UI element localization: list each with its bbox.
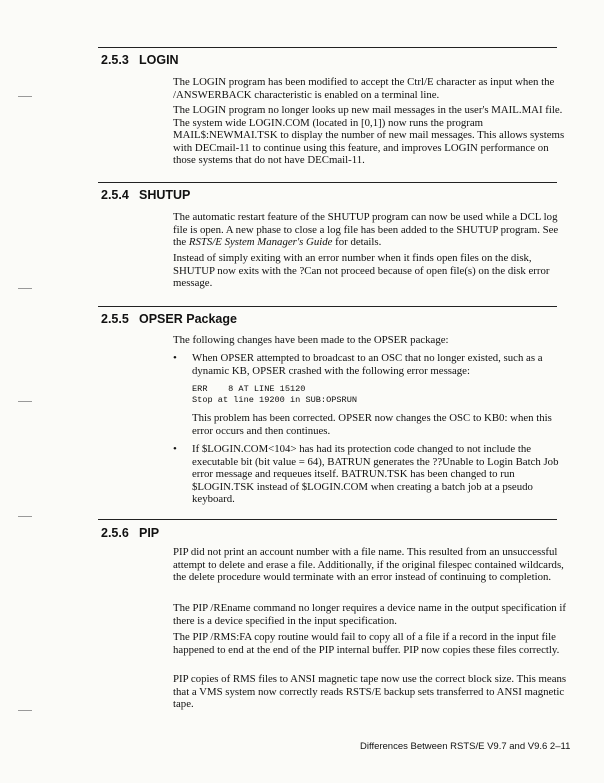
margin-mark [18, 96, 32, 97]
section-heading [101, 53, 179, 67]
list-item: If $LOGIN.COM<104> has had its protection code changed to not include the executable bit (bit value = 64), BATRUN generates the ??Unable to Login Batch Job error message and requeues itself. BATRUN.TSK has been changed to run $LOGIN.TSK instead of $LOGIN.COM when creating a batch job at a pseudo keyboard. [192, 443, 559, 505]
section-heading [101, 312, 237, 326]
section-title: LOGIN [139, 53, 179, 67]
margin-mark [18, 710, 32, 711]
page-footer: Differences Between RSTS/E V9.7 and V9.6 2–11 [360, 741, 571, 752]
margin-mark [18, 516, 32, 517]
section-rule [98, 47, 557, 48]
paragraph: The following changes have been made to the OPSER package: [173, 334, 449, 346]
paragraph: PIP did not print an account number with a file name. This resulted from an unsuccessful attempt to delete and erase a file. Additionally, if the original filespec contained wildcards, the delete procedure would terminate with an error instead of continuing to completion. [173, 546, 564, 583]
paragraph: The PIP /RMS:FA copy routine would fail to copy all of a file if a record in the input file happened to end at the end of the PIP internal buffer. PIP now copies these files correctly. [173, 631, 560, 656]
section-number: 2.5.4 [101, 188, 129, 202]
paragraph-text: The automatic restart feature of the SHUTUP program can now be used while a DCL log file is open. A new phase to close a log file has been added to the SHUTUP program. See the [173, 211, 559, 248]
margin-mark [18, 401, 32, 402]
paragraph: The LOGIN program no longer looks up new mail messages in the user's MAIL.MAI file. The system wide LOGIN.COM (located in [0,1]) now runs the program MAIL$:NEWMAI.TSK to display the number of new mail messages. This allows systems with DECmail-11 to continue using this feature, and improves LOGIN performance on those systems that do not have DECmail-11. [173, 104, 565, 166]
paragraph [173, 211, 568, 249]
list-item: When OPSER attempted to broadcast to an OSC that no longer existed, such as a dynamic KB, OPSER crashed with the following error message: [192, 352, 543, 377]
section-heading [101, 526, 159, 540]
section-title: PIP [139, 526, 160, 540]
margin-mark [18, 288, 32, 289]
code-line: Stop at line 19200 in SUB:OPSRUN [192, 395, 358, 405]
section-number: 2.5.6 [101, 526, 129, 540]
section-rule [98, 306, 557, 307]
section-title: SHUTUP [139, 188, 191, 202]
manual-title: RSTS/E System Manager's Guide [188, 236, 333, 248]
paragraph: PIP copies of RMS files to ANSI magnetic tape now use the correct block size. This means that a VMS system now correctly reads RSTS/E backup sets transferred to ANSI magnetic tape. [173, 673, 567, 710]
list-item-continuation: This problem has been corrected. OPSER now changes the OSC to KB0: when this error occurs and then continues. [192, 412, 552, 437]
section-title: OPSER Package [139, 312, 237, 326]
bullet-marker: • [173, 443, 177, 455]
paragraph: The PIP /REname command no longer requires a device name in the output specification if there is a device specified in the input specification. [173, 602, 566, 627]
bullet-marker: • [173, 352, 177, 364]
code-line: ERR 8 AT LINE 15120 [192, 384, 306, 394]
paragraph: Instead of simply exiting with an error number when it finds open files on the disk, SHUTUP now exits with the ?Can not proceed because of open file(s) on the disk error message. [173, 252, 550, 289]
section-number: 2.5.5 [101, 312, 129, 326]
section-rule [98, 182, 557, 183]
section-heading [101, 188, 190, 202]
section-rule [98, 519, 557, 520]
paragraph-text: for details. [332, 236, 382, 248]
section-number: 2.5.3 [101, 53, 129, 67]
paragraph: The LOGIN program has been modified to accept the Ctrl/E character as input when the /ANSWERBACK characteristic is enabled on a terminal line. [173, 76, 555, 101]
